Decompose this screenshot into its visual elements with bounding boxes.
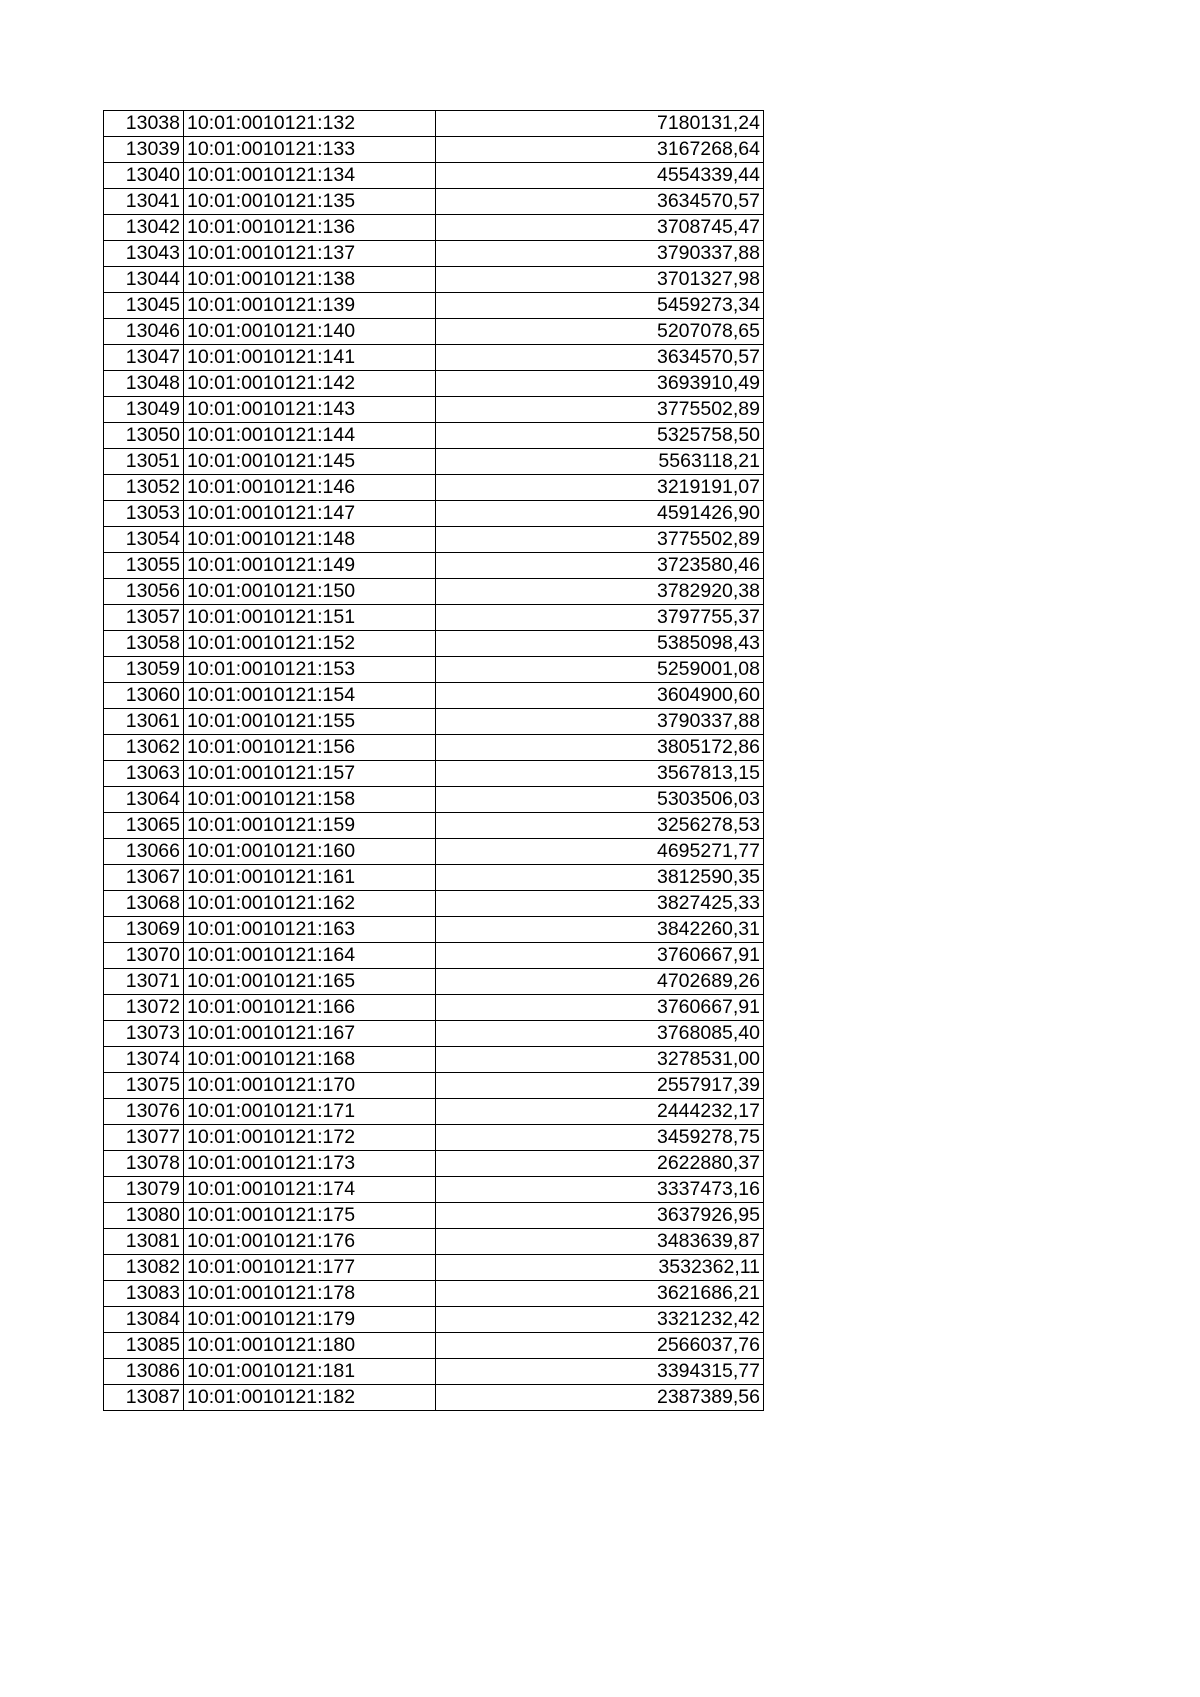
- value-cell: 3708745,47: [436, 215, 764, 241]
- table-row: [104, 865, 764, 891]
- row-number-cell: 13038: [104, 111, 184, 137]
- cadastral-number-cell: 10:01:0010121:154: [184, 683, 436, 709]
- table-row: [104, 709, 764, 735]
- value-cell: 3567813,15: [436, 761, 764, 787]
- value-cell: 7180131,24: [436, 111, 764, 137]
- row-number-cell: 13066: [104, 839, 184, 865]
- row-number-cell: 13082: [104, 1255, 184, 1281]
- value-cell: 3790337,88: [436, 241, 764, 267]
- value-cell: 2566037,76: [436, 1333, 764, 1359]
- value-cell: 3634570,57: [436, 189, 764, 215]
- row-number-cell: 13070: [104, 943, 184, 969]
- row-number-cell: 13071: [104, 969, 184, 995]
- row-number-cell: 13040: [104, 163, 184, 189]
- table-row: [104, 371, 764, 397]
- row-number-cell: 13055: [104, 553, 184, 579]
- row-number-cell: 13042: [104, 215, 184, 241]
- table-row: [104, 293, 764, 319]
- table-row: [104, 1151, 764, 1177]
- cadastral-number-cell: 10:01:0010121:181: [184, 1359, 436, 1385]
- table-row: [104, 1125, 764, 1151]
- cadastral-number-cell: 10:01:0010121:148: [184, 527, 436, 553]
- row-number-cell: 13048: [104, 371, 184, 397]
- value-cell: 3167268,64: [436, 137, 764, 163]
- value-cell: 5325758,50: [436, 423, 764, 449]
- value-cell: 3634570,57: [436, 345, 764, 371]
- value-cell: 3637926,95: [436, 1203, 764, 1229]
- value-cell: 3256278,53: [436, 813, 764, 839]
- cadastral-number-cell: 10:01:0010121:161: [184, 865, 436, 891]
- value-cell: 2387389,56: [436, 1385, 764, 1411]
- table-row: [104, 163, 764, 189]
- table-row: [104, 1047, 764, 1073]
- cadastral-number-cell: 10:01:0010121:144: [184, 423, 436, 449]
- cadastral-number-cell: 10:01:0010121:160: [184, 839, 436, 865]
- value-cell: 5303506,03: [436, 787, 764, 813]
- cadastral-number-cell: 10:01:0010121:176: [184, 1229, 436, 1255]
- value-cell: 3760667,91: [436, 943, 764, 969]
- row-number-cell: 13045: [104, 293, 184, 319]
- cadastral-number-cell: 10:01:0010121:174: [184, 1177, 436, 1203]
- value-cell: 3701327,98: [436, 267, 764, 293]
- row-number-cell: 13059: [104, 657, 184, 683]
- table-row: [104, 527, 764, 553]
- value-cell: 3775502,89: [436, 397, 764, 423]
- value-cell: 2444232,17: [436, 1099, 764, 1125]
- row-number-cell: 13054: [104, 527, 184, 553]
- value-cell: 4554339,44: [436, 163, 764, 189]
- row-number-cell: 13043: [104, 241, 184, 267]
- table-row: [104, 1021, 764, 1047]
- cadastral-number-cell: 10:01:0010121:175: [184, 1203, 436, 1229]
- cadastral-number-cell: 10:01:0010121:146: [184, 475, 436, 501]
- row-number-cell: 13084: [104, 1307, 184, 1333]
- table-row: [104, 969, 764, 995]
- cadastral-number-cell: 10:01:0010121:177: [184, 1255, 436, 1281]
- row-number-cell: 13052: [104, 475, 184, 501]
- value-cell: 2622880,37: [436, 1151, 764, 1177]
- cadastral-number-cell: 10:01:0010121:172: [184, 1125, 436, 1151]
- value-cell: 3760667,91: [436, 995, 764, 1021]
- cadastral-number-cell: 10:01:0010121:136: [184, 215, 436, 241]
- table-row: [104, 1255, 764, 1281]
- table-row: [104, 735, 764, 761]
- table-row: [104, 137, 764, 163]
- table-row: [104, 449, 764, 475]
- cadastral-number-cell: 10:01:0010121:151: [184, 605, 436, 631]
- row-number-cell: 13062: [104, 735, 184, 761]
- table-row: [104, 423, 764, 449]
- value-cell: 3394315,77: [436, 1359, 764, 1385]
- row-number-cell: 13041: [104, 189, 184, 215]
- table-row: [104, 1099, 764, 1125]
- row-number-cell: 13061: [104, 709, 184, 735]
- row-number-cell: 13076: [104, 1099, 184, 1125]
- value-cell: 5563118,21: [436, 449, 764, 475]
- cadastral-number-cell: 10:01:0010121:166: [184, 995, 436, 1021]
- value-cell: 3621686,21: [436, 1281, 764, 1307]
- row-number-cell: 13077: [104, 1125, 184, 1151]
- data-table: [103, 110, 764, 1411]
- row-number-cell: 13073: [104, 1021, 184, 1047]
- row-number-cell: 13064: [104, 787, 184, 813]
- cadastral-number-cell: 10:01:0010121:132: [184, 111, 436, 137]
- table-row: [104, 1385, 764, 1411]
- row-number-cell: 13083: [104, 1281, 184, 1307]
- table-row: [104, 189, 764, 215]
- value-cell: 5259001,08: [436, 657, 764, 683]
- table-row: [104, 761, 764, 787]
- table-row: [104, 917, 764, 943]
- row-number-cell: 13078: [104, 1151, 184, 1177]
- table-row: [104, 839, 764, 865]
- row-number-cell: 13067: [104, 865, 184, 891]
- cadastral-number-cell: 10:01:0010121:162: [184, 891, 436, 917]
- row-number-cell: 13049: [104, 397, 184, 423]
- cadastral-number-cell: 10:01:0010121:171: [184, 1099, 436, 1125]
- cadastral-number-cell: 10:01:0010121:182: [184, 1385, 436, 1411]
- value-cell: 3693910,49: [436, 371, 764, 397]
- row-number-cell: 13074: [104, 1047, 184, 1073]
- table-body: [104, 111, 764, 1411]
- cadastral-number-cell: 10:01:0010121:149: [184, 553, 436, 579]
- value-cell: 5385098,43: [436, 631, 764, 657]
- table-row: [104, 111, 764, 137]
- value-cell: 3278531,00: [436, 1047, 764, 1073]
- cadastral-number-cell: 10:01:0010121:156: [184, 735, 436, 761]
- value-cell: 3604900,60: [436, 683, 764, 709]
- row-number-cell: 13065: [104, 813, 184, 839]
- cadastral-number-cell: 10:01:0010121:173: [184, 1151, 436, 1177]
- value-cell: 3790337,88: [436, 709, 764, 735]
- row-number-cell: 13069: [104, 917, 184, 943]
- cadastral-number-cell: 10:01:0010121:163: [184, 917, 436, 943]
- value-cell: 3775502,89: [436, 527, 764, 553]
- row-number-cell: 13080: [104, 1203, 184, 1229]
- cadastral-number-cell: 10:01:0010121:168: [184, 1047, 436, 1073]
- value-cell: 5459273,34: [436, 293, 764, 319]
- cadastral-number-cell: 10:01:0010121:147: [184, 501, 436, 527]
- row-number-cell: 13050: [104, 423, 184, 449]
- cadastral-number-cell: 10:01:0010121:135: [184, 189, 436, 215]
- cadastral-number-cell: 10:01:0010121:134: [184, 163, 436, 189]
- value-cell: 4695271,77: [436, 839, 764, 865]
- cadastral-number-cell: 10:01:0010121:180: [184, 1333, 436, 1359]
- table-row: [104, 787, 764, 813]
- table-row: [104, 345, 764, 371]
- cadastral-number-cell: 10:01:0010121:159: [184, 813, 436, 839]
- table-row: [104, 631, 764, 657]
- row-number-cell: 13081: [104, 1229, 184, 1255]
- row-number-cell: 13051: [104, 449, 184, 475]
- cadastral-number-cell: 10:01:0010121:143: [184, 397, 436, 423]
- cadastral-number-cell: 10:01:0010121:158: [184, 787, 436, 813]
- table-row: [104, 605, 764, 631]
- row-number-cell: 13060: [104, 683, 184, 709]
- cadastral-number-cell: 10:01:0010121:167: [184, 1021, 436, 1047]
- row-number-cell: 13058: [104, 631, 184, 657]
- row-number-cell: 13087: [104, 1385, 184, 1411]
- table-row: [104, 1229, 764, 1255]
- cadastral-number-cell: 10:01:0010121:142: [184, 371, 436, 397]
- cadastral-number-cell: 10:01:0010121:164: [184, 943, 436, 969]
- row-number-cell: 13039: [104, 137, 184, 163]
- row-number-cell: 13047: [104, 345, 184, 371]
- row-number-cell: 13056: [104, 579, 184, 605]
- cadastral-number-cell: 10:01:0010121:150: [184, 579, 436, 605]
- row-number-cell: 13046: [104, 319, 184, 345]
- value-cell: 3723580,46: [436, 553, 764, 579]
- cadastral-number-cell: 10:01:0010121:138: [184, 267, 436, 293]
- cadastral-number-cell: 10:01:0010121:140: [184, 319, 436, 345]
- cadastral-number-cell: 10:01:0010121:137: [184, 241, 436, 267]
- table-row: [104, 657, 764, 683]
- cadastral-number-cell: 10:01:0010121:152: [184, 631, 436, 657]
- table-row: [104, 501, 764, 527]
- table-row: [104, 1333, 764, 1359]
- cadastral-number-cell: 10:01:0010121:145: [184, 449, 436, 475]
- table-row: [104, 1203, 764, 1229]
- table-row: [104, 475, 764, 501]
- table-row: [104, 1073, 764, 1099]
- value-cell: 4702689,26: [436, 969, 764, 995]
- value-cell: 3842260,31: [436, 917, 764, 943]
- value-cell: 3827425,33: [436, 891, 764, 917]
- table-row: [104, 241, 764, 267]
- cadastral-number-cell: 10:01:0010121:141: [184, 345, 436, 371]
- row-number-cell: 13086: [104, 1359, 184, 1385]
- table-row: [104, 267, 764, 293]
- cadastral-number-cell: 10:01:0010121:179: [184, 1307, 436, 1333]
- cadastral-number-cell: 10:01:0010121:139: [184, 293, 436, 319]
- table-row: [104, 1359, 764, 1385]
- row-number-cell: 13075: [104, 1073, 184, 1099]
- value-cell: 3805172,86: [436, 735, 764, 761]
- cadastral-number-cell: 10:01:0010121:153: [184, 657, 436, 683]
- row-number-cell: 13053: [104, 501, 184, 527]
- row-number-cell: 13072: [104, 995, 184, 1021]
- value-cell: 3483639,87: [436, 1229, 764, 1255]
- value-cell: 3337473,16: [436, 1177, 764, 1203]
- value-cell: 3321232,42: [436, 1307, 764, 1333]
- value-cell: 2557917,39: [436, 1073, 764, 1099]
- table-row: [104, 995, 764, 1021]
- table-row: [104, 397, 764, 423]
- value-cell: 3797755,37: [436, 605, 764, 631]
- value-cell: 4591426,90: [436, 501, 764, 527]
- row-number-cell: 13044: [104, 267, 184, 293]
- table-row: [104, 215, 764, 241]
- row-number-cell: 13079: [104, 1177, 184, 1203]
- value-cell: 3532362,11: [436, 1255, 764, 1281]
- value-cell: 3812590,35: [436, 865, 764, 891]
- table-row: [104, 1177, 764, 1203]
- row-number-cell: 13068: [104, 891, 184, 917]
- value-cell: 3782920,38: [436, 579, 764, 605]
- row-number-cell: 13057: [104, 605, 184, 631]
- row-number-cell: 13063: [104, 761, 184, 787]
- value-cell: 3768085,40: [436, 1021, 764, 1047]
- table-row: [104, 1307, 764, 1333]
- cadastral-number-cell: 10:01:0010121:157: [184, 761, 436, 787]
- table-row: [104, 1281, 764, 1307]
- table-row: [104, 579, 764, 605]
- table-row: [104, 553, 764, 579]
- table-row: [104, 813, 764, 839]
- table-row: [104, 891, 764, 917]
- value-cell: 5207078,65: [436, 319, 764, 345]
- cadastral-number-cell: 10:01:0010121:133: [184, 137, 436, 163]
- table-row: [104, 683, 764, 709]
- value-cell: 3219191,07: [436, 475, 764, 501]
- table-row: [104, 319, 764, 345]
- table-row: [104, 943, 764, 969]
- cadastral-number-cell: 10:01:0010121:155: [184, 709, 436, 735]
- cadastral-number-cell: 10:01:0010121:170: [184, 1073, 436, 1099]
- cadastral-number-cell: 10:01:0010121:178: [184, 1281, 436, 1307]
- cadastral-number-cell: 10:01:0010121:165: [184, 969, 436, 995]
- value-cell: 3459278,75: [436, 1125, 764, 1151]
- row-number-cell: 13085: [104, 1333, 184, 1359]
